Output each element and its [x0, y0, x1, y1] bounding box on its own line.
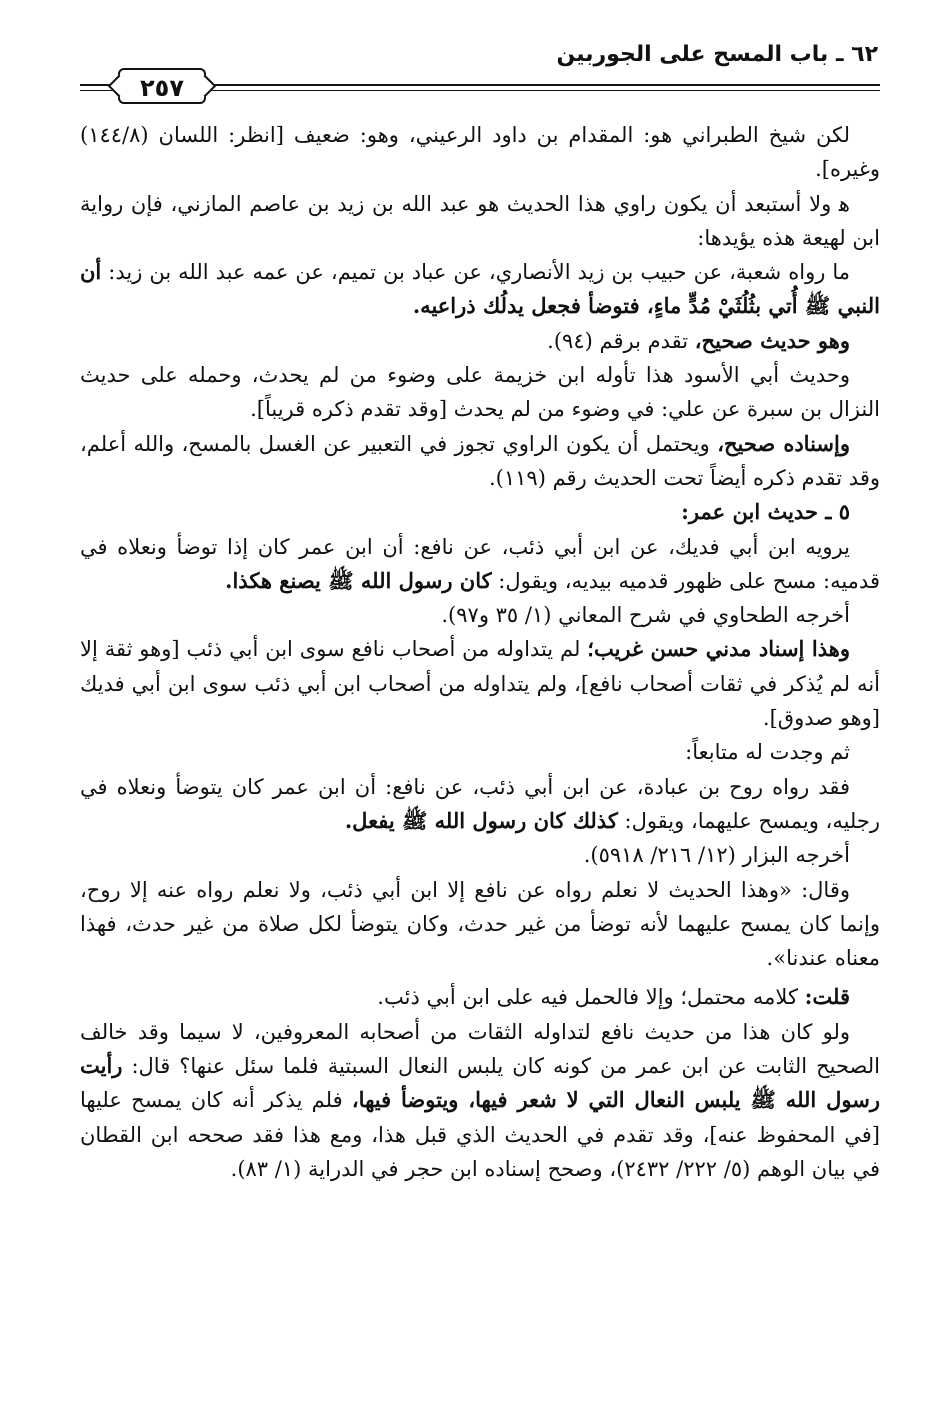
text-run: ما رواه شعبة، عن حبيب بن زيد الأنصاري، عن عباد بن تميم، عن عمه عبد الله بن زيد: [101, 260, 850, 285]
text-run: وحديث أبي الأسود هذا تأوله ابن خزيمة على وضوء من لم يحدث، وحمله على حديث النزال بن سبرة عن علي: في وضوء من لم يحدث [وقد تقدم ذكره قريباً]. [80, 363, 880, 422]
text-run: ولو كان هذا من حديث نافع لتداوله الثقات من أصحابه المعروفين، لا سيما وقد خالف الصحيح الثابت عن ابن عمر من كونه كان يلبس النعال السبتية فلما سئل عنها؟ قال: [80, 1019, 880, 1079]
page-number-badge: ٢٥٧ [118, 68, 206, 104]
bold-text: رأيت رسول الله ﷺ يلبس النعال التي لا شعر فيها، ويتوضأ فيها، [80, 1053, 880, 1113]
bold-text: وهذا إسناد مدني حسن غريب؛ [587, 636, 850, 662]
paragraph [80, 873, 880, 976]
running-head: ٦٢ ـ باب المسح على الجوربين [556, 42, 878, 67]
paragraph [80, 632, 880, 735]
paragraph [80, 598, 880, 632]
text-run: أخرجه الطحاوي في شرح المعاني (١/ ٣٥ و٩٧). [441, 603, 850, 628]
bold-text: كذلك كان رسول الله ﷺ يفعل. [344, 807, 618, 833]
bold-text: أن النبي ﷺ أُتي بثُلُثَيْ مُدٍّ ماءٍ، فتوضأ فجعل يدلُك ذراعيه. [80, 259, 880, 319]
text-run: فلم يذكر أنه كان يمسح عليها [في المحفوظ عنه]، وقد تقدم في الحديث الذي قبل هذا، ومع هذا فقد صححه ابن القطان في بيان الوهم (٥/ ٢٢٢/ ٢٤٣٢)، وصحح إسناده ابن حجر في الدراية (١/ ٨٣). [80, 1088, 880, 1181]
text-run: تقدم برقم (٩٤). [547, 328, 695, 353]
text-run: لم يتداوله من أصحاب نافع سوى ابن أبي ذئب [وهو ثقة إلا أنه لم يُذكر في ثقات أصحاب نافع]، ولم يتداوله من أصحاب ابن أبي ذئب سوى ابن أبي فديك [وهو صدوق]. [80, 637, 880, 731]
paragraph [80, 770, 880, 839]
text-run: ويحتمل أن يكون الراوي تجوز في التعبير عن الغسل بالمسح، والله أعلم، وقد تقدم ذكره أيضاً تحت الحديث رقم (١١٩). [80, 431, 880, 490]
text-run: ثم وجدت له متابعاً: [685, 740, 850, 765]
text-run: يرويه ابن أبي فديك، عن ابن أبي ذئب، عن نافع: أن ابن عمر كان إذا توضأ ونعلاه في قدميه: مسح على ظهور قدميه بيديه، ويقول: [80, 534, 880, 593]
body-text [80, 118, 880, 1186]
text-run: ﻫ ولا أستبعد أن يكون راوي هذا الحديث هو عبد الله بن زيد بن عاصم المازني، فإن رواية ابن لهيعة هذه يؤيدها: [80, 191, 880, 250]
paragraph [80, 530, 880, 599]
bold-text: قلت: [804, 984, 850, 1010]
header-rule [205, 84, 880, 86]
paragraph [80, 118, 880, 187]
bold-text: كان رسول الله ﷺ يصنع هكذا. [225, 567, 492, 593]
paragraph [80, 324, 880, 358]
bold-text: وهو حديث صحيح، [694, 327, 850, 353]
paragraph [80, 255, 880, 324]
text-run: فقد رواه روح بن عبادة، عن ابن أبي ذئب، عن نافع: أن ابن عمر كان يتوضأ ونعلاه في رجليه، ويمسح عليهما، ويقول: [80, 774, 880, 833]
paragraph [80, 1015, 880, 1186]
paragraph [80, 735, 880, 769]
bold-text: ٥ ـ حديث ابن عمر: [681, 499, 850, 525]
header-rule-thin [205, 90, 880, 91]
paragraph [80, 427, 880, 496]
text-run: أخرجه البزار (١٢/ ٢١٦/ ٥٩١٨). [583, 843, 850, 868]
text-run: وقال: «وهذا الحديث لا نعلم رواه عن نافع إلا ابن أبي ذئب، ولا نعلم رواه عنه إلا روح، وإنما كان يمسح عليهما لأنه توضأ من غير حدث، وكان يتوضأ لكل صلاة من غير حدث، فهذا معناه عندنا». [80, 877, 880, 971]
text-run: كلامه محتمل؛ وإلا فالحمل فيه على ابن أبي ذئب. [377, 985, 805, 1010]
paragraph [80, 187, 880, 256]
bold-text: وإسناده صحيح، [717, 430, 850, 456]
paragraph [80, 838, 880, 872]
paragraph [80, 358, 880, 427]
paragraph [80, 980, 880, 1014]
text-run: لكن شيخ الطبراني هو: المقدام بن داود الرعيني، وهو: ضعيف [انظر: اللسان (١٤٤/٨) وغيره]. [80, 123, 880, 182]
paragraph [80, 495, 880, 529]
